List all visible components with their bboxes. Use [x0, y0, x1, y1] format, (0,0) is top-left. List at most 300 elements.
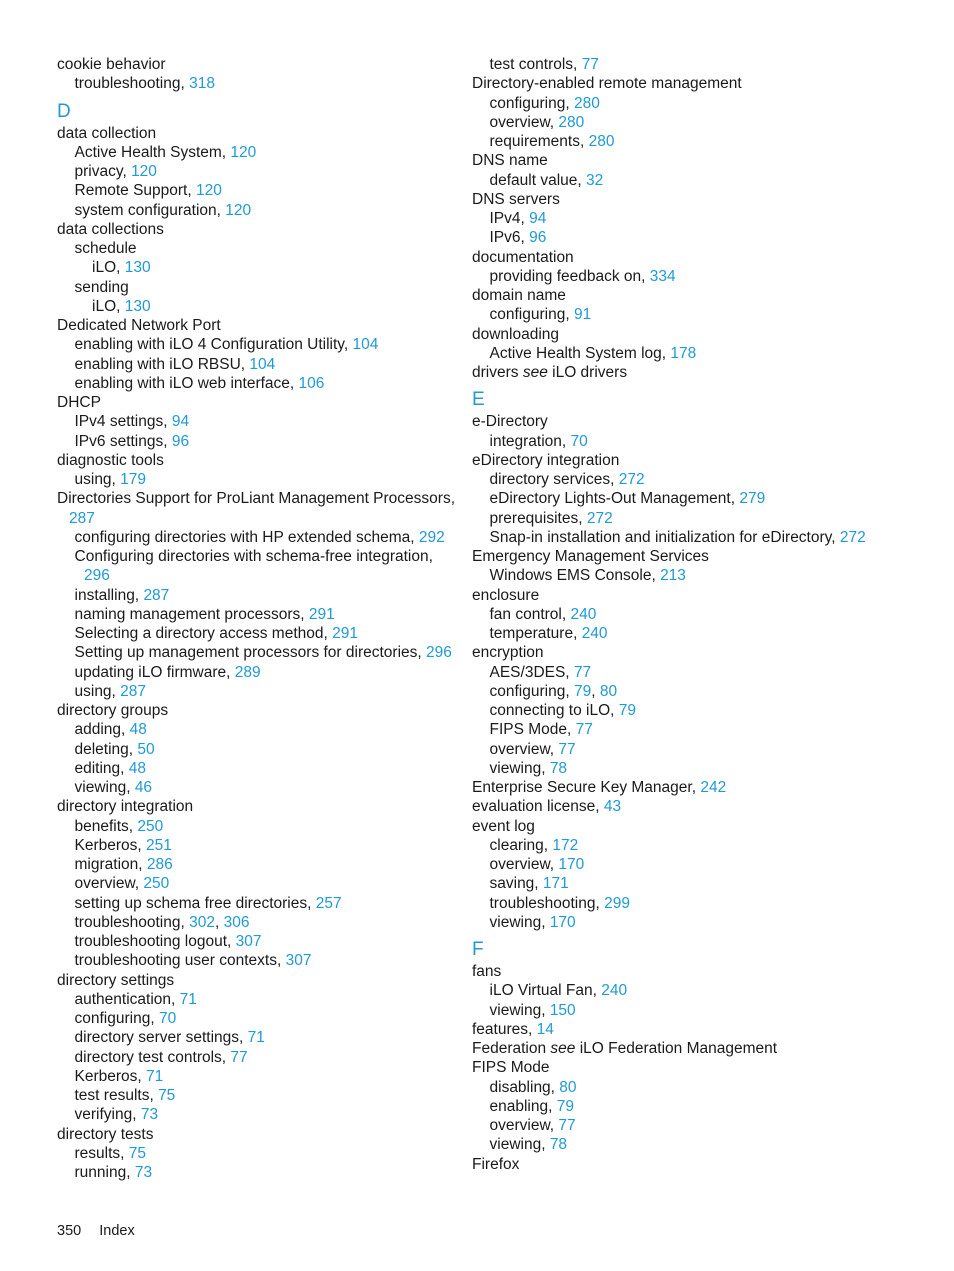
page-link[interactable]: 307: [235, 933, 262, 950]
index-sub-entry: [57, 297, 462, 316]
page-link[interactable]: 77: [558, 1117, 576, 1134]
page-link[interactable]: 79: [573, 682, 592, 700]
page-link[interactable]: 240: [570, 605, 597, 623]
index-term: overview,: [74, 875, 144, 893]
index-sub-entry: [472, 1078, 912, 1097]
page-link[interactable]: 120: [195, 182, 222, 200]
index-sub-entry: configuring, 79, 80: [489, 682, 618, 700]
index-sub-entry: [57, 1105, 462, 1124]
page-link[interactable]: 106: [298, 374, 325, 392]
index-term: verifying,: [74, 1106, 141, 1124]
index-main-entry: [472, 547, 912, 566]
index-main-entry: [57, 451, 462, 470]
page-link[interactable]: 71: [179, 990, 197, 1008]
page-link[interactable]: 73: [134, 1164, 153, 1181]
index-term: configuring,: [489, 306, 574, 324]
index-term: using,: [74, 471, 121, 488]
index-main-entry: [472, 1020, 912, 1039]
index-sub-entry: [57, 528, 462, 547]
page-link[interactable]: 120: [225, 201, 252, 219]
page-link[interactable]: 213: [660, 567, 686, 585]
page-link[interactable]: 80: [559, 1078, 577, 1096]
index-sub-entry: [472, 1135, 912, 1154]
index-sub-entry: [57, 547, 462, 566]
index-main-entry: [472, 190, 912, 209]
page-link[interactable]: 104: [352, 336, 379, 354]
page-link[interactable]: 291: [332, 625, 358, 642]
index-sub-entry: [57, 817, 462, 836]
page-link[interactable]: 170: [549, 913, 576, 931]
page-link[interactable]: 302: [189, 913, 215, 931]
page-link[interactable]: 251: [146, 836, 172, 854]
page-link[interactable]: 70: [570, 432, 588, 450]
see-target: iLO Federation Management: [575, 1040, 778, 1057]
page-link[interactable]: 130: [124, 297, 151, 315]
index-sub-entry: [472, 113, 912, 132]
page-link[interactable]: 77: [230, 1048, 248, 1066]
index-sub-entry: [472, 489, 912, 508]
index-term: directory settings: [57, 971, 175, 989]
index-term: Selecting a directory access method,: [74, 625, 333, 642]
index-sub-entry: [472, 94, 912, 113]
index-sub-entry: [472, 759, 912, 778]
index-term: installing,: [74, 586, 144, 604]
index-sub-entry: [472, 509, 912, 528]
page-link[interactable]: 334: [649, 267, 676, 285]
index-sub-entry: [57, 836, 462, 855]
page-link[interactable]: 272: [839, 528, 866, 546]
index-section-letter: D: [57, 100, 71, 122]
index-term: enclosure: [472, 586, 540, 604]
index-main-entry: [57, 1125, 462, 1144]
index-main-entry: [57, 124, 462, 143]
page-link[interactable]: 77: [575, 721, 593, 739]
page-footer: [57, 1222, 135, 1240]
index-sub-entry: [472, 1097, 912, 1116]
index-sub-entry: [57, 605, 462, 624]
index-term: test controls,: [489, 56, 582, 73]
index-term: benefits,: [74, 817, 138, 835]
index-term: Directories Support for ProLiant Management Processors,: [57, 490, 456, 508]
index-sub-entry: [57, 181, 462, 200]
page-link[interactable]: 48: [129, 721, 147, 739]
index-term: e-Directory: [472, 413, 548, 431]
index-main-entry: [472, 778, 912, 797]
index-main-entry: [472, 1058, 912, 1077]
index-main-entry: [472, 962, 912, 981]
index-main-entry: [472, 286, 912, 305]
index-sub-entry: [57, 355, 462, 374]
index-sub-entry: [472, 720, 912, 739]
index-section-letter: F: [472, 939, 484, 960]
index-sub-entry: [57, 1009, 462, 1028]
index-term: eDirectory integration: [472, 451, 620, 469]
index-term: enabling,: [489, 1097, 557, 1115]
index-sub-entry: [472, 701, 912, 720]
index-term: cookie behavior: [57, 56, 166, 73]
index-sub-entry: [57, 682, 462, 701]
index-sub-entry: [57, 624, 462, 643]
page-link[interactable]: 96: [171, 432, 190, 450]
index-main-entry: [472, 797, 912, 816]
page-link[interactable]: 77: [581, 56, 599, 73]
index-main-entry: [472, 451, 912, 470]
index-term: naming management processors,: [74, 605, 309, 623]
index-sub-entry: [57, 162, 462, 181]
index-sub-entry: [57, 335, 462, 354]
page-link[interactable]: 78: [549, 1136, 568, 1154]
page-link[interactable]: 104: [249, 355, 276, 373]
page-link[interactable]: 280: [588, 133, 615, 150]
index-term: iLO Virtual Fan,: [489, 982, 602, 1000]
index-term: directory tests: [57, 1125, 154, 1143]
index-sub-entry: [57, 1048, 462, 1067]
index-term: migration,: [74, 856, 147, 873]
index-term: enabling with iLO RBSU,: [74, 355, 250, 373]
index-term: DNS name: [472, 152, 548, 170]
page-link[interactable]: 306: [223, 913, 250, 931]
page-link[interactable]: 94: [171, 413, 190, 431]
page-link[interactable]: 291: [308, 605, 335, 623]
index-sub-entry: [57, 932, 462, 951]
index-sub-entry: [57, 720, 462, 739]
page-link[interactable]: 171: [542, 875, 569, 893]
index-term: AES/3DES,: [489, 663, 574, 681]
page-link[interactable]: 77: [558, 740, 576, 758]
page-link[interactable]: 299: [604, 894, 630, 912]
index-term: results,: [74, 1144, 129, 1162]
page-link[interactable]: 240: [601, 982, 628, 1000]
index-term: iLO,: [92, 297, 125, 315]
index-sub-entry: [472, 913, 912, 932]
index-sub-entry: [57, 74, 462, 93]
page-link[interactable]: 73: [140, 1106, 159, 1124]
page-link[interactable]: 318: [189, 75, 215, 93]
index-term: IPv4 settings,: [74, 413, 172, 431]
index-term: DNS servers: [472, 190, 560, 208]
page-link[interactable]: 279: [739, 490, 766, 508]
index-term: deleting,: [74, 740, 138, 758]
index-term: overview,: [489, 740, 559, 758]
index-sub-entry: [472, 874, 912, 893]
index-term: running,: [74, 1164, 135, 1181]
index-sub-entry: [57, 874, 462, 893]
page-link[interactable]: 292: [418, 528, 445, 546]
page-link[interactable]: 280: [558, 113, 585, 131]
index-sub-entry: [472, 432, 912, 451]
index-main-entry: [472, 817, 912, 836]
index-term: Snap-in installation and initialization for eDirectory,: [489, 528, 840, 546]
index-sub-entry: [472, 855, 912, 874]
index-sub-entry: [57, 1144, 462, 1163]
index-term: disabling,: [489, 1078, 560, 1096]
index-term: integration,: [489, 432, 571, 450]
index-term: Active Health System log,: [489, 344, 671, 362]
index-term: FIPS Mode: [472, 1059, 550, 1077]
page-link[interactable]: 286: [146, 856, 173, 873]
index-term: viewing,: [489, 759, 550, 777]
index-main-entry: [472, 1155, 912, 1174]
page-link[interactable]: 280: [573, 94, 600, 112]
index-main-entry: [57, 55, 462, 74]
index-term: overview,: [489, 856, 559, 873]
index-main-entry: [472, 586, 912, 605]
index-sub-entry: [57, 143, 462, 162]
index-term: adding,: [74, 721, 130, 739]
index-sub-entry: [57, 432, 462, 451]
page-link[interactable]: 43: [603, 798, 622, 816]
index-sub-entry: [472, 209, 912, 228]
index-term: sending: [74, 278, 129, 296]
index-sub-entry: [57, 894, 462, 913]
index-term: directory server settings,: [74, 1029, 248, 1047]
index-term: directory services,: [489, 471, 619, 488]
page-link[interactable]: 48: [128, 759, 147, 777]
page-link[interactable]: 46: [134, 779, 153, 796]
index-term: configuring,: [489, 682, 574, 700]
page-link[interactable]: 78: [549, 759, 568, 777]
index-term: Enterprise Secure Key Manager,: [472, 779, 701, 796]
page-link[interactable]: 287: [143, 586, 170, 604]
index-sub-entry: [57, 778, 462, 797]
page-link[interactable]: 91: [573, 306, 592, 324]
index-term: Kerberos,: [74, 1067, 147, 1085]
index-term: authentication,: [74, 990, 180, 1008]
index-main-entry: [472, 325, 912, 344]
index-sub-entry: [472, 470, 912, 489]
index-main-entry: [57, 489, 462, 508]
index-sub-entry: [472, 528, 912, 547]
page-link[interactable]: 172: [552, 836, 579, 854]
index-main-entry: [472, 363, 912, 382]
index-sub-entry: [472, 305, 912, 324]
index-sub-entry: [472, 55, 912, 74]
index-section-letter: E: [472, 389, 485, 411]
index-sub-entry: [57, 201, 462, 220]
page-link[interactable]: 120: [230, 143, 257, 161]
index-term: viewing,: [489, 1136, 550, 1154]
page-link[interactable]: 250: [137, 817, 164, 835]
index-term: clearing,: [489, 836, 553, 854]
index-term: Dedicated Network Port: [57, 317, 221, 334]
page-link[interactable]: 296: [426, 644, 452, 662]
index-sub-entry: [472, 894, 912, 913]
index-sub-entry: [472, 981, 912, 1000]
index-main-entry: [472, 1039, 912, 1058]
page-link[interactable]: 120: [131, 163, 157, 180]
index-term: updating iLO firmware,: [74, 663, 235, 681]
page-link[interactable]: 242: [700, 779, 727, 796]
index-term: connecting to iLO,: [489, 702, 619, 719]
index-term: Federation: [472, 1040, 551, 1057]
index-term: diagnostic tools: [57, 451, 164, 469]
index-term: troubleshooting user contexts,: [74, 952, 286, 970]
index-term: Emergency Management Services: [472, 548, 709, 565]
index-term: downloading: [472, 325, 560, 343]
index-sub-entry: [472, 1001, 912, 1020]
index-main-entry: [57, 701, 462, 720]
index-main-entry: [57, 971, 462, 990]
page-link[interactable]: 80: [599, 682, 618, 700]
index-term: directory integration: [57, 798, 194, 816]
index-term: iLO,: [92, 259, 125, 277]
index-term: Windows EMS Console,: [489, 567, 661, 585]
index-sub-entry: [57, 1086, 462, 1105]
index-term: enabling with iLO 4 Configuration Utility,: [74, 336, 353, 354]
index-term: data collection: [57, 124, 157, 142]
page-link[interactable]: 75: [158, 1087, 176, 1104]
page-link[interactable]: 178: [670, 344, 697, 362]
index-term: system configuration,: [74, 201, 226, 219]
index-term: evaluation license,: [472, 798, 604, 816]
page-link[interactable]: 71: [146, 1067, 164, 1085]
index-sub-entry: [472, 605, 912, 624]
index-term: default value,: [489, 171, 587, 189]
index-term: domain name: [472, 287, 566, 304]
index-term: viewing,: [489, 1001, 550, 1019]
index-sub-entry: [57, 258, 462, 277]
index-term: viewing,: [489, 913, 550, 931]
page-link[interactable]: 170: [558, 856, 585, 873]
index-sub-entry: troubleshooting, 302, 306: [74, 913, 250, 931]
index-term: IPv6 settings,: [74, 432, 172, 450]
index-main-entry: [57, 316, 462, 335]
page-link[interactable]: 296: [84, 567, 110, 585]
page-link[interactable]: 287: [69, 509, 95, 527]
page-link[interactable]: 257: [315, 894, 342, 912]
index-column-right: [472, 55, 912, 1174]
index-sub-entry: [57, 278, 462, 297]
index-main-entry: [57, 220, 462, 239]
index-main-entry: [57, 393, 462, 412]
index-sub-entry: [57, 1028, 462, 1047]
index-term: prerequisites,: [489, 509, 587, 527]
index-term: temperature,: [489, 625, 582, 642]
index-term: configuring,: [74, 1010, 159, 1027]
page-link[interactable]: 250: [143, 875, 170, 893]
page-number: 350: [57, 1223, 82, 1239]
page-link[interactable]: 307: [285, 952, 312, 970]
index-term: troubleshooting,: [74, 913, 190, 931]
page-link[interactable]: 130: [124, 259, 151, 277]
index-term: enabling with iLO web interface,: [74, 374, 299, 392]
page-link[interactable]: 96: [529, 229, 547, 247]
index-term: data collections: [57, 220, 164, 238]
index-sub-entry: [472, 740, 912, 759]
index-term: using,: [74, 682, 121, 700]
index-sub-entry: [472, 132, 912, 151]
footer-section-title: Index: [99, 1223, 135, 1239]
see-reference: see: [522, 364, 548, 381]
index-sub-entry: [57, 663, 462, 682]
index-term: test results,: [74, 1087, 159, 1104]
index-sub-entry: [57, 740, 462, 759]
index-main-entry: [472, 412, 912, 431]
page-link[interactable]: 150: [549, 1001, 576, 1019]
index-sub-entry: [472, 836, 912, 855]
index-term: Directory-enabled remote management: [472, 75, 742, 93]
index-sub-entry: [57, 586, 462, 605]
index-term: eDirectory Lights-Out Management,: [489, 490, 740, 508]
index-term: FIPS Mode,: [489, 721, 576, 739]
index-main-entry: [57, 797, 462, 816]
index-sub-entry: [472, 344, 912, 363]
index-term: DHCP: [57, 394, 101, 411]
index-column-left: [57, 55, 462, 1182]
page-link[interactable]: 287: [120, 682, 147, 700]
index-sub-entry: [57, 470, 462, 489]
page-link[interactable]: 289: [234, 663, 261, 681]
page-link[interactable]: 94: [529, 210, 547, 227]
index-sub-entry: [472, 171, 912, 190]
index-main-entry: [472, 151, 912, 170]
page-link[interactable]: 75: [128, 1144, 147, 1162]
index-sub-entry: [57, 855, 462, 874]
page-link[interactable]: 79: [556, 1097, 574, 1115]
index-term: Configuring directories with schema-free integration,: [74, 548, 433, 565]
index-sub-entry: [57, 759, 462, 778]
index-term: Firefox: [472, 1155, 520, 1173]
index-term: saving,: [489, 875, 543, 893]
index-term: troubleshooting,: [74, 75, 190, 93]
index-term: fans: [472, 963, 502, 980]
index-sub-entry: [472, 663, 912, 682]
index-term: troubleshooting logout,: [74, 933, 236, 950]
page-link[interactable]: 77: [573, 663, 592, 681]
index-sub-entry: [472, 1116, 912, 1135]
page-link[interactable]: 272: [586, 509, 613, 527]
index-term: providing feedback on,: [489, 267, 650, 285]
index-term: directory test controls,: [74, 1048, 231, 1066]
index-term: drivers: [472, 364, 523, 381]
index-term: troubleshooting,: [489, 894, 605, 912]
page-link[interactable]: 240: [581, 625, 608, 642]
index-sub-entry: [57, 566, 462, 585]
index-term: documentation: [472, 248, 574, 266]
index-sub-entry: [57, 374, 462, 393]
index-term: configuring directories with HP extended schema,: [74, 528, 419, 546]
index-term: encryption: [472, 644, 544, 662]
index-sub-entry: [57, 412, 462, 431]
index-term: IPv6,: [489, 229, 530, 247]
index-sub-entry: [57, 951, 462, 970]
index-sub-entry: [57, 990, 462, 1009]
page-link[interactable]: 50: [137, 740, 155, 758]
index-sub-entry: [57, 509, 462, 528]
page-link[interactable]: 179: [120, 471, 147, 488]
page-link[interactable]: 14: [536, 1020, 554, 1038]
index-term: Remote Support,: [74, 182, 196, 200]
page-link[interactable]: 79: [618, 702, 636, 719]
index-term: event log: [472, 817, 535, 835]
page-link[interactable]: 272: [618, 471, 645, 488]
index-sub-entry: [57, 643, 462, 662]
index-sub-entry: [472, 566, 912, 585]
page-link[interactable]: 70: [158, 1010, 177, 1027]
index-term: viewing,: [74, 779, 135, 796]
page-link[interactable]: 32: [586, 171, 604, 189]
index-sub-entry: [472, 624, 912, 643]
index-term: privacy,: [74, 163, 132, 180]
page-link[interactable]: 71: [247, 1029, 265, 1047]
index-term: fan control,: [489, 605, 571, 623]
index-sub-entry: [57, 1163, 462, 1182]
see-reference: see: [550, 1040, 576, 1057]
index-term: Setting up management processors for directories,: [74, 644, 427, 662]
index-term: directory groups: [57, 702, 169, 719]
index-sub-entry: [472, 267, 912, 286]
index-main-entry: [472, 643, 912, 662]
